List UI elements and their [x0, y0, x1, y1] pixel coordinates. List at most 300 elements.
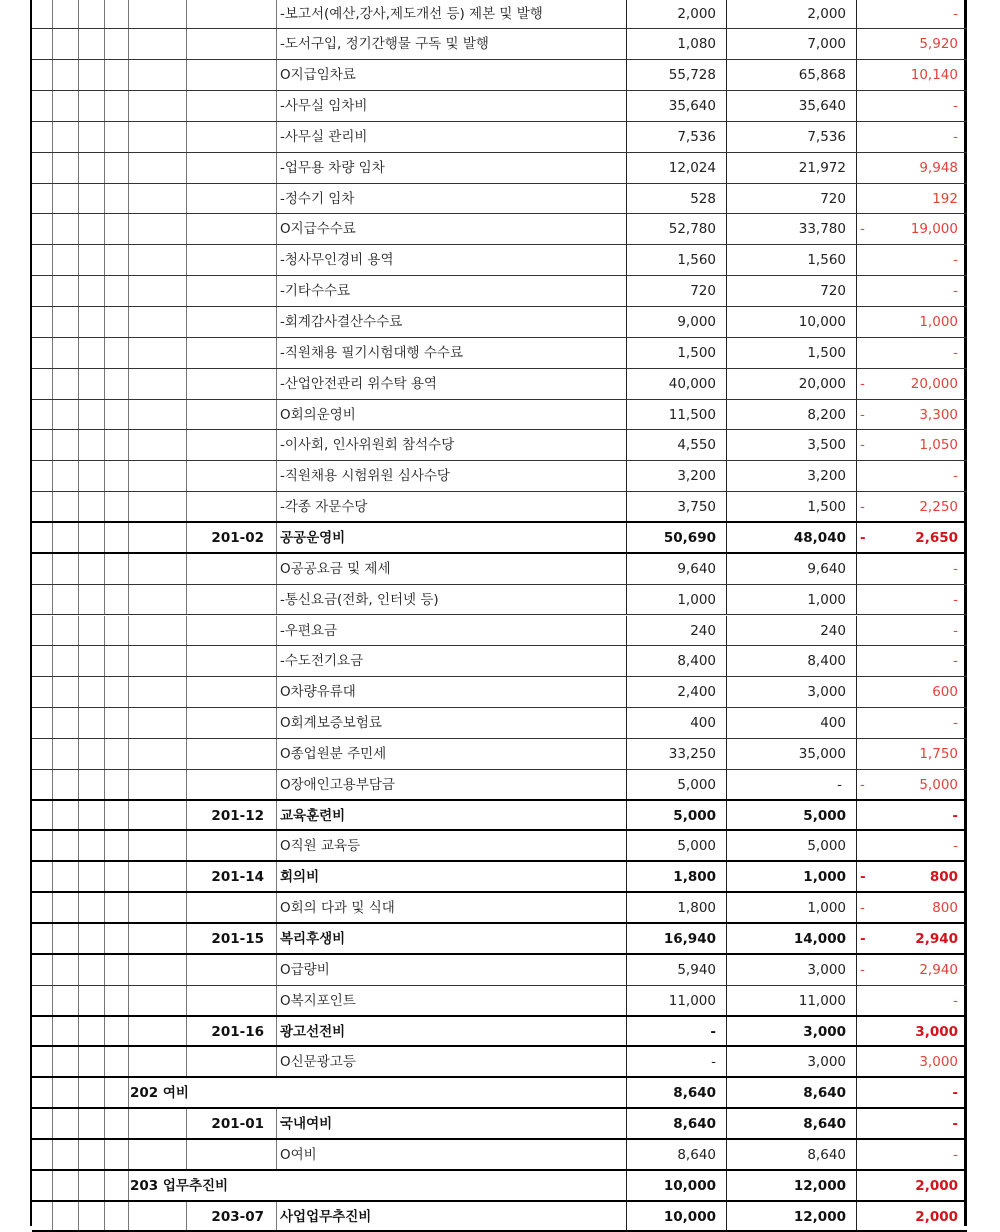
amount-difference: 20,000 [910, 375, 958, 392]
amount-current: 720 [820, 283, 846, 300]
amount-difference: - [953, 5, 958, 22]
column-divider [726, 492, 727, 521]
negative-sign: - [860, 375, 865, 392]
column-divider [52, 1047, 53, 1076]
column-divider [726, 461, 727, 491]
negative-sign: - [860, 931, 866, 947]
column-divider [856, 492, 857, 521]
column-divider [52, 276, 53, 306]
column-divider [104, 338, 105, 368]
column-divider [856, 1017, 857, 1046]
column-divider [726, 801, 727, 830]
amount-difference: - [953, 468, 958, 485]
column-divider [856, 646, 857, 676]
column-divider [726, 307, 727, 337]
column-divider [276, 245, 277, 275]
amount-difference: 3,300 [919, 406, 958, 423]
column-divider [52, 955, 53, 985]
column-divider [52, 307, 53, 337]
item-name: 공공운영비 [280, 529, 346, 546]
amount-difference: - [953, 622, 958, 639]
column-divider [78, 369, 79, 399]
table-row [32, 770, 967, 801]
column-divider [726, 862, 727, 891]
table-row [32, 523, 967, 554]
column-divider [276, 955, 277, 985]
column-divider [726, 245, 727, 275]
column-divider [52, 862, 53, 891]
column-divider [128, 60, 129, 90]
column-divider [128, 862, 129, 891]
column-divider [78, 29, 79, 59]
amount-difference: 2,000 [915, 1208, 958, 1225]
column-divider [78, 986, 79, 1015]
item-name: O장애인고용부담금 [280, 776, 395, 793]
column-divider [104, 646, 105, 676]
column-divider [128, 184, 129, 214]
column-divider [726, 184, 727, 214]
item-name: -사무실 임차비 [280, 98, 368, 115]
column-divider [276, 91, 277, 121]
column-divider [726, 400, 727, 430]
column-divider [78, 430, 79, 460]
column-divider [128, 677, 129, 707]
column-divider [726, 0, 727, 28]
amount-difference: 192 [932, 190, 958, 207]
amount-previous: 12,024 [668, 159, 716, 176]
column-divider [276, 400, 277, 430]
column-divider [276, 1109, 277, 1138]
column-divider [104, 184, 105, 214]
amount-difference: 2,250 [919, 499, 958, 516]
account-code: 201-15 [211, 931, 264, 947]
negative-sign: - [860, 961, 865, 978]
column-divider [104, 0, 105, 28]
column-divider [726, 1140, 727, 1169]
column-divider [78, 523, 79, 552]
amount-difference: - [953, 560, 958, 577]
amount-current: 3,000 [807, 684, 846, 701]
item-name: O복지포인트 [280, 992, 356, 1009]
table-row [32, 122, 967, 153]
table-row [32, 29, 967, 60]
column-divider [78, 893, 79, 922]
column-divider [128, 1078, 129, 1107]
amount-previous: 3,750 [677, 499, 716, 516]
column-divider [726, 60, 727, 90]
column-divider [186, 1047, 187, 1076]
amount-difference: 800 [932, 900, 958, 917]
column-divider [104, 307, 105, 337]
item-name: O지급수수료 [280, 221, 356, 238]
column-divider [52, 986, 53, 1015]
column-divider [128, 492, 129, 521]
column-divider [52, 91, 53, 121]
column-divider [104, 1078, 105, 1107]
column-divider [78, 646, 79, 676]
column-divider [276, 461, 277, 491]
amount-previous: 5,000 [677, 838, 716, 855]
amount-difference: - [953, 283, 958, 300]
column-divider [856, 369, 857, 399]
amount-previous: 11,500 [668, 406, 716, 423]
column-divider [856, 862, 857, 891]
column-divider [726, 770, 727, 799]
amount-current: 65,868 [798, 67, 846, 84]
amount-current: 400 [820, 715, 846, 732]
column-divider [52, 430, 53, 460]
table-row [32, 646, 967, 677]
amount-difference: 5,000 [919, 776, 958, 793]
account-code: 201-14 [211, 869, 264, 886]
amount-previous: 1,500 [677, 344, 716, 361]
column-divider [128, 1109, 129, 1138]
column-divider [52, 924, 53, 953]
column-divider [726, 986, 727, 1015]
column-divider [856, 616, 857, 646]
amount-current: 7,536 [807, 128, 846, 145]
table-row [32, 0, 967, 29]
item-name: -이사회, 인사위원회 참석수당 [280, 437, 455, 454]
item-name: -통신요금(전화, 인터넷 등) [280, 591, 439, 608]
column-divider [276, 307, 277, 337]
column-divider [186, 400, 187, 430]
column-divider [186, 0, 187, 28]
column-divider [52, 1202, 53, 1231]
column-divider [276, 801, 277, 830]
column-divider [52, 29, 53, 59]
column-divider [78, 708, 79, 738]
amount-difference: 800 [929, 869, 958, 886]
column-divider [726, 585, 727, 615]
column-divider [276, 338, 277, 368]
amount-previous: 8,640 [677, 1146, 716, 1163]
column-divider [52, 369, 53, 399]
column-divider [276, 893, 277, 922]
amount-previous: 33,250 [668, 745, 716, 762]
item-name: -기타수수료 [280, 283, 351, 300]
amount-current: 1,000 [803, 869, 846, 886]
amount-current: 33,780 [798, 221, 846, 238]
column-divider [78, 1171, 79, 1200]
column-divider [128, 893, 129, 922]
column-divider [856, 739, 857, 769]
column-divider [276, 739, 277, 769]
amount-current: 3,200 [807, 468, 846, 485]
column-divider [726, 1047, 727, 1076]
amount-current: 11,000 [798, 992, 846, 1009]
column-divider [856, 461, 857, 491]
table-row [32, 60, 967, 91]
amount-previous: 8,640 [673, 1116, 716, 1133]
amount-current: 10,000 [798, 314, 846, 330]
column-divider [186, 523, 187, 552]
amount-difference: 3,000 [919, 1054, 958, 1071]
column-divider [52, 646, 53, 676]
column-divider [276, 554, 277, 584]
column-divider [856, 1047, 857, 1076]
column-divider [52, 831, 53, 860]
column-divider [856, 1140, 857, 1169]
column-divider [186, 492, 187, 521]
amount-difference: 5,920 [919, 36, 958, 53]
column-divider [276, 862, 277, 891]
column-divider [78, 400, 79, 430]
column-divider [186, 91, 187, 121]
column-divider [104, 955, 105, 985]
column-divider [856, 245, 857, 275]
table-row [32, 91, 967, 122]
amount-current: 35,000 [798, 745, 846, 762]
amount-difference: - [953, 1146, 958, 1163]
column-divider [276, 214, 277, 244]
column-divider [186, 369, 187, 399]
column-divider [78, 122, 79, 152]
table-row [32, 708, 967, 739]
column-divider [726, 708, 727, 738]
column-divider [128, 1202, 129, 1231]
table-row [32, 677, 967, 708]
column-divider [104, 153, 105, 183]
amount-previous: 8,640 [673, 1085, 716, 1102]
item-name: O직원 교육등 [280, 838, 361, 855]
column-divider [856, 307, 857, 337]
column-divider [78, 184, 79, 214]
item-name: 교육훈련비 [280, 807, 346, 824]
column-divider [726, 523, 727, 552]
column-divider [104, 585, 105, 615]
column-divider [186, 1140, 187, 1169]
column-divider [104, 1171, 105, 1200]
column-divider [128, 924, 129, 953]
column-divider [186, 924, 187, 953]
column-divider [186, 986, 187, 1015]
column-divider [186, 60, 187, 90]
amount-previous: 1,560 [677, 252, 716, 269]
amount-difference: - [953, 344, 958, 361]
column-divider [726, 893, 727, 922]
amount-current: 8,640 [803, 1085, 846, 1102]
column-divider [726, 1202, 727, 1231]
column-divider [726, 646, 727, 676]
table-row [32, 276, 967, 307]
negative-sign: - [860, 529, 866, 546]
column-divider [52, 770, 53, 799]
column-divider [276, 1202, 277, 1231]
amount-current: 240 [820, 622, 846, 639]
amount-difference: - [953, 715, 958, 732]
amount-current: 8,200 [807, 406, 846, 423]
column-divider [52, 523, 53, 552]
column-divider [104, 245, 105, 275]
column-divider [856, 1171, 857, 1200]
amount-previous: 52,780 [668, 221, 716, 238]
column-divider [52, 245, 53, 275]
column-divider [726, 739, 727, 769]
column-divider [726, 831, 727, 860]
amount-difference: - [953, 252, 958, 269]
item-name: -직원채용 시험위원 심사수당 [280, 468, 450, 485]
column-divider [104, 122, 105, 152]
amount-difference: 3,000 [915, 1023, 958, 1040]
negative-sign: - [860, 221, 865, 238]
column-divider [186, 585, 187, 615]
column-divider [856, 1202, 857, 1231]
item-name: 202 여비 [130, 1085, 189, 1102]
amount-previous: 7,536 [677, 128, 716, 145]
column-divider [856, 338, 857, 368]
amount-previous: 400 [690, 715, 716, 732]
amount-previous: 11,000 [668, 992, 716, 1009]
column-divider [52, 1109, 53, 1138]
table-row [32, 801, 967, 832]
table-row [32, 153, 967, 184]
column-divider [78, 554, 79, 584]
table-row [32, 1171, 967, 1202]
item-name: O차량유류대 [280, 684, 356, 701]
amount-difference: - [953, 128, 958, 145]
negative-sign: - [860, 869, 866, 886]
column-divider [128, 338, 129, 368]
amount-previous: 5,000 [673, 807, 716, 824]
column-divider [276, 276, 277, 306]
column-divider [856, 893, 857, 922]
column-divider [52, 1171, 53, 1200]
item-name: -도서구입, 정기간행물 구독 및 발행 [280, 36, 489, 53]
item-name: -각종 자문수당 [280, 499, 368, 516]
column-divider [186, 153, 187, 183]
table-row [32, 184, 967, 215]
column-divider [186, 955, 187, 985]
column-divider [78, 245, 79, 275]
column-divider [186, 739, 187, 769]
amount-previous: 1,800 [677, 900, 716, 917]
amount-difference: 1,000 [919, 314, 958, 330]
column-divider [186, 214, 187, 244]
column-divider [276, 122, 277, 152]
column-divider [104, 60, 105, 90]
column-divider [52, 492, 53, 521]
column-divider [78, 153, 79, 183]
column-divider [856, 955, 857, 985]
table-row [32, 1047, 967, 1078]
amount-current: 5,000 [807, 838, 846, 855]
column-divider [726, 29, 727, 59]
negative-sign: - [860, 776, 865, 793]
column-divider [128, 1171, 129, 1200]
column-divider [104, 1109, 105, 1138]
column-divider [52, 184, 53, 214]
column-divider [276, 184, 277, 214]
amount-current: 3,500 [807, 437, 846, 454]
column-divider [186, 1109, 187, 1138]
item-name: O공공요금 및 제세 [280, 560, 391, 577]
table-row [32, 554, 967, 585]
column-divider [104, 276, 105, 306]
amount-difference: - [953, 992, 958, 1009]
amount-previous: 4,550 [677, 437, 716, 454]
column-divider [128, 245, 129, 275]
amount-previous: 5,940 [677, 961, 716, 978]
column-divider [128, 801, 129, 830]
amount-current: - [837, 776, 842, 793]
column-divider [186, 770, 187, 799]
column-divider [128, 523, 129, 552]
column-divider [128, 122, 129, 152]
item-name: O회의 다과 및 식대 [280, 900, 395, 917]
column-divider [52, 338, 53, 368]
column-divider [186, 893, 187, 922]
amount-current: 7,000 [807, 36, 846, 53]
column-divider [276, 986, 277, 1015]
column-divider [186, 862, 187, 891]
column-divider [104, 708, 105, 738]
column-divider [128, 461, 129, 491]
amount-current: 2,000 [807, 5, 846, 22]
amount-current: 1,560 [807, 252, 846, 269]
column-divider [856, 770, 857, 799]
column-divider [104, 739, 105, 769]
column-divider [78, 1078, 79, 1107]
item-name: -사무실 관리비 [280, 128, 368, 145]
column-divider [186, 708, 187, 738]
amount-previous: 240 [690, 622, 716, 639]
column-divider [128, 369, 129, 399]
column-divider [856, 924, 857, 953]
column-divider [78, 1017, 79, 1046]
column-divider [78, 0, 79, 28]
column-divider [52, 739, 53, 769]
column-divider [78, 616, 79, 646]
column-divider [186, 338, 187, 368]
item-name: -보고서(예산,강사,제도개선 등) 제본 및 발행 [280, 5, 543, 22]
amount-difference: 2,000 [915, 1177, 958, 1194]
column-divider [186, 184, 187, 214]
item-name: O지급임차료 [280, 67, 356, 84]
amount-previous: - [711, 1054, 716, 1071]
column-divider [856, 153, 857, 183]
column-divider [78, 492, 79, 521]
account-code: 201-12 [211, 807, 264, 824]
column-divider [726, 153, 727, 183]
column-divider [104, 831, 105, 860]
account-code: 203-07 [211, 1208, 264, 1225]
column-divider [128, 430, 129, 460]
column-divider [78, 461, 79, 491]
column-divider [726, 1171, 727, 1200]
column-divider [104, 986, 105, 1015]
amount-previous: 35,640 [668, 98, 716, 115]
item-name: -회계감사결산수수료 [280, 314, 403, 330]
column-divider [78, 955, 79, 985]
column-divider [276, 770, 277, 799]
column-divider [856, 122, 857, 152]
column-divider [186, 554, 187, 584]
column-divider [128, 1047, 129, 1076]
table-row [32, 338, 967, 369]
amount-difference: - [953, 653, 958, 670]
column-divider [128, 955, 129, 985]
item-name: O회계보증보험료 [280, 715, 382, 732]
column-divider [104, 1140, 105, 1169]
column-divider [726, 1017, 727, 1046]
column-divider [186, 122, 187, 152]
column-divider [186, 430, 187, 460]
column-divider [856, 276, 857, 306]
amount-previous: 3,200 [677, 468, 716, 485]
column-divider [856, 430, 857, 460]
table-row [32, 893, 967, 924]
